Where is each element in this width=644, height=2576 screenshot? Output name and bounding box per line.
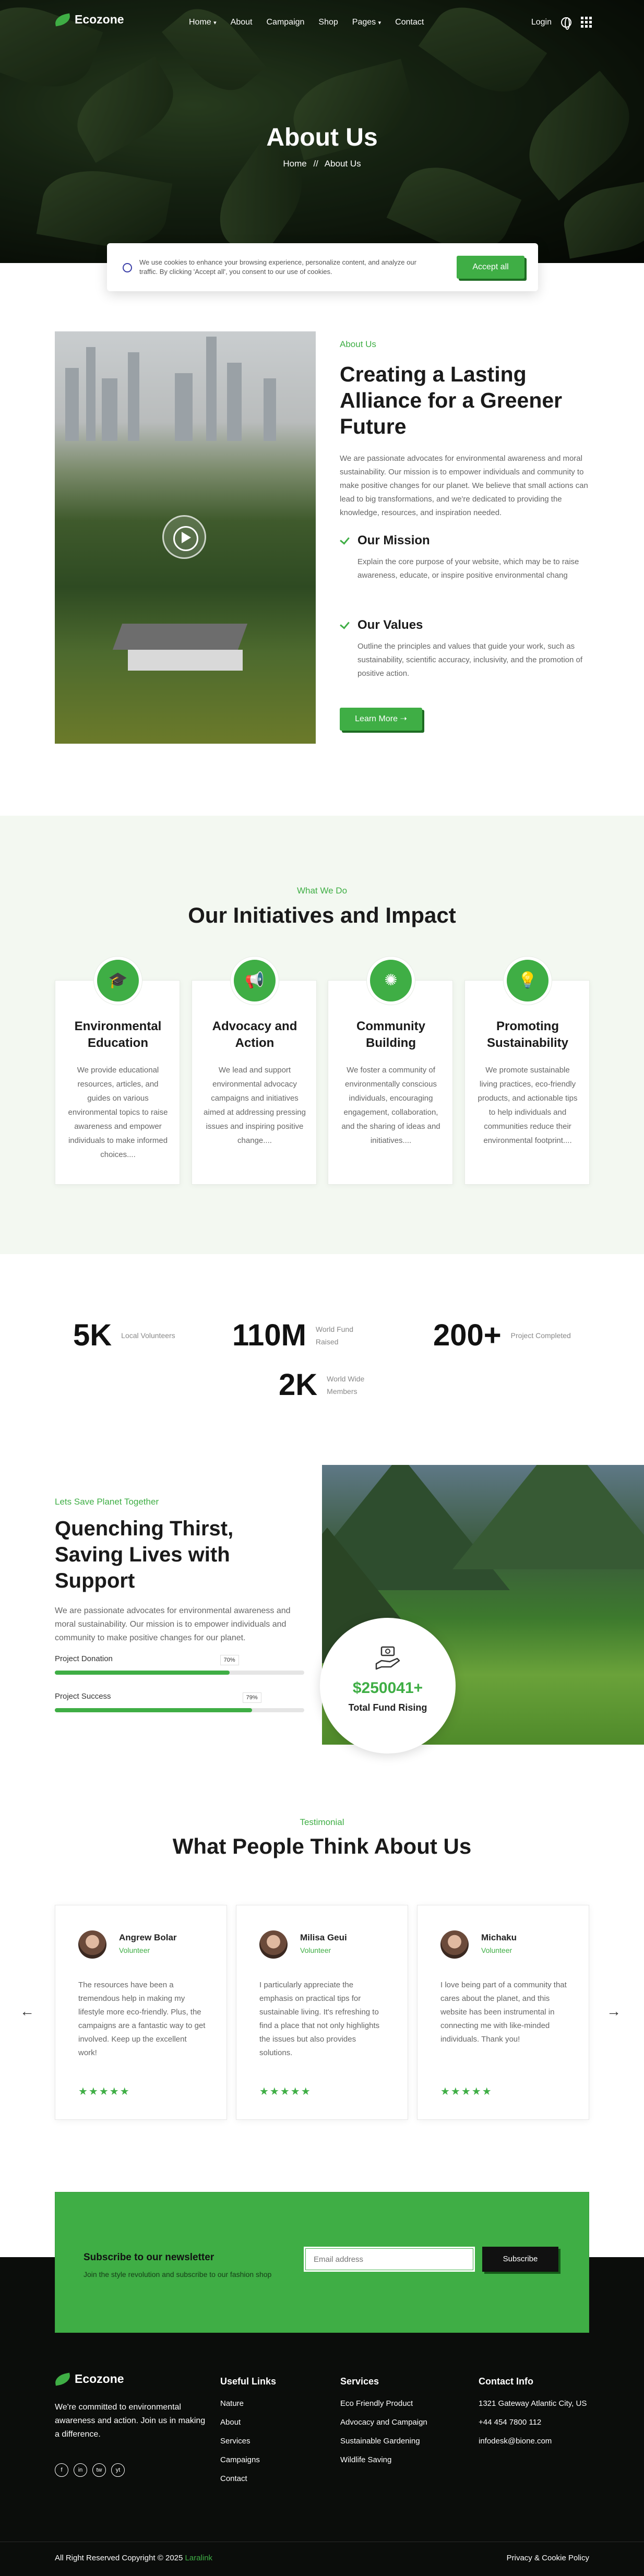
chevron-down-icon: ▾ (378, 20, 381, 26)
testimonial-card (55, 1905, 227, 2120)
nav-right (531, 17, 592, 28)
footer-phone[interactable]: +44 454 7800 112 (479, 2418, 542, 2427)
about-kicker: About Us (340, 339, 376, 349)
newsletter-title: Subscribe to our newsletter (84, 2252, 214, 2263)
testimonial-name: Angrew Bolar (119, 1933, 177, 1942)
card-text: We lead and support environmental advocacy campaigns and initiatives aimed at addressing pressing issues and inspiring positive change.... (204, 1066, 306, 1145)
progress-donation (55, 1654, 304, 1675)
nav-shop[interactable]: Shop (318, 18, 338, 27)
fund-content (55, 1497, 305, 1645)
network-icon: ✺ (367, 957, 415, 1005)
testimonial-role: Volunteer (300, 1946, 331, 1954)
arrow-right-icon: ➝ (400, 714, 407, 723)
footer-service-link[interactable]: Advocacy and Campaign (340, 2418, 427, 2427)
values-title: Our Values (357, 618, 423, 632)
copyright-brand-link[interactable]: Laralink (185, 2554, 213, 2562)
footer-link-nature[interactable]: Nature (220, 2399, 244, 2408)
mission-text: Explain the core purpose of your website, which may be to raise awareness, educate, or inspire positive environmental chang (357, 557, 579, 580)
youtube-icon[interactable]: yt (111, 2463, 125, 2477)
learn-more-button[interactable]: Learn More ➝ (340, 708, 422, 731)
footer-logo[interactable] (55, 2372, 211, 2386)
progress-fill (55, 1708, 252, 1712)
footer-link-contact[interactable]: Contact (220, 2474, 247, 2483)
breadcrumb-home[interactable]: Home (283, 159, 307, 169)
testimonial-name: Milisa Geui (300, 1933, 347, 1942)
stat-label: World Fund Raised (315, 1325, 353, 1346)
arrow-left-icon[interactable]: ← (20, 2003, 34, 2019)
grid-menu-icon[interactable] (581, 17, 592, 28)
fund-kicker: Lets Save Planet Together (55, 1497, 159, 1507)
globe-icon[interactable] (561, 17, 571, 28)
progress-label: Project Donation (55, 1654, 113, 1663)
nav-pages[interactable]: Pages ▾ (352, 18, 381, 27)
footer-useful-links (220, 2376, 276, 2492)
hero-section (0, 0, 644, 263)
initiative-card[interactable] (464, 972, 590, 1185)
avatar (440, 1930, 469, 1959)
testimonial-name: Michaku (481, 1933, 517, 1942)
eco-bulb-icon: 💡 (504, 957, 552, 1005)
footer-service-link[interactable]: Eco Friendly Product (340, 2399, 413, 2408)
footer-link-services[interactable]: Services (220, 2437, 251, 2446)
initiative-card[interactable] (328, 972, 453, 1185)
stat-members (279, 1367, 374, 1402)
megaphone-icon: 📢 (231, 957, 279, 1005)
stat-number: 110M (232, 1318, 306, 1352)
avatar (78, 1930, 106, 1959)
testimonial-text: The resources have been a tremendous help in making my lifestyle more eco-friendly. Plus, the campaigns are a fantastic way to get involved. Keep up the excellent work! (78, 1981, 206, 2057)
cookie-text: We use cookies to enhance your browsing experience, personalize content, and analyze our traffic. By clicking 'Accept all', you consent to our use of cookies. (139, 258, 416, 276)
values-text: Outline the principles and values that guide your work, such as sustainability, scientific accuracy, inclusivity, and the promotion of positive action. (357, 642, 583, 678)
progress-success (55, 1692, 304, 1712)
stat-volunteers (73, 1318, 175, 1353)
cookie-icon (123, 263, 132, 272)
stat-label: Project Completed (510, 1331, 571, 1340)
progress-percent: 79% (243, 1692, 261, 1703)
footer-service-link[interactable]: Wildlife Saving (340, 2455, 392, 2464)
footer-email[interactable]: infodesk@bione.com (479, 2437, 552, 2446)
footer-services (340, 2376, 427, 2474)
testimonial-card (236, 1905, 408, 2120)
testimonial-role: Volunteer (481, 1946, 512, 1954)
newsletter-subtitle: Join the style revolution and subscribe to our fashion shop (84, 2270, 272, 2279)
donation-hand-icon (374, 1645, 401, 1671)
arrow-right-icon[interactable]: → (606, 2003, 621, 2019)
chevron-down-icon: ▾ (213, 20, 217, 26)
check-icon (340, 620, 350, 627)
about-image (55, 331, 316, 744)
footer-col-title: Contact Info (479, 2376, 533, 2387)
footer-about (55, 2372, 211, 2477)
mission-item (340, 533, 590, 582)
avatar (259, 1930, 288, 1959)
nav-about[interactable]: About (230, 18, 253, 27)
login-link[interactable]: Login (531, 17, 552, 27)
mission-title: Our Mission (357, 533, 430, 547)
stat-number: 5K (73, 1318, 112, 1352)
footer-address: 1321 Gateway Atlantic City, US (479, 2399, 587, 2408)
card-text: We foster a community of environmentally conscious individuals, encouraging engagement, collaboration, and the sharing of ideas and initiatives.... (341, 1066, 440, 1145)
page-title: About Us (266, 124, 378, 151)
copyright: All Right Reserved Copyright © 2025 Laralink (55, 2554, 213, 2562)
footer-link-campaigns[interactable]: Campaigns (220, 2455, 260, 2464)
newsletter-box (55, 2192, 589, 2333)
nav-home[interactable]: Home ▾ (189, 18, 217, 27)
footer-col-title: Useful Links (220, 2376, 277, 2387)
initiative-card[interactable] (192, 972, 317, 1185)
graduation-cap-icon: 🎓 (94, 957, 142, 1005)
card-title: Environmental Education (74, 1019, 162, 1050)
privacy-policy-link[interactable]: Privacy & Cookie Policy (506, 2554, 589, 2562)
about-body: We are passionate advocates for environmental awareness and moral sustainability. Our mission is to empower individuals and community to make positive changes for our planet. We believe that small actions can lead to big transformations, and we're dedicated to providing the knowledge, resources, and inspiration needed. (340, 454, 588, 517)
fund-title: Quenching Thirst, Saving Lives with Support (55, 1517, 234, 1592)
stat-label: Local Volunteers (121, 1331, 175, 1340)
stat-number: 2K (279, 1368, 318, 1402)
top-nav (0, 0, 644, 47)
stat-number: 200+ (433, 1318, 502, 1352)
footer-link-about[interactable]: About (220, 2418, 241, 2427)
testimonial-card (417, 1905, 589, 2120)
footer-service-link[interactable]: Sustainable Gardening (340, 2437, 420, 2446)
breadcrumb-current: About Us (324, 159, 361, 169)
stat-fund (232, 1318, 363, 1353)
footer-contact (479, 2376, 591, 2455)
stat-projects (433, 1318, 571, 1353)
card-title: Advocacy and Action (212, 1019, 297, 1050)
card-title: Promoting Sustainability (486, 1019, 569, 1050)
testimonial-text: I love being part of a community that cares about the planet, and this website has been instrumental in connecting me with like-minded individuals. Thank you! (440, 1981, 567, 2044)
fund-badge (320, 1618, 456, 1754)
testimonial-kicker: Testimonial (300, 1817, 344, 1827)
star-rating-icon: ★★★★★ (259, 2086, 312, 2097)
play-video-icon[interactable] (162, 515, 206, 559)
star-rating-icon: ★★★★★ (440, 2086, 493, 2097)
subscribe-button[interactable]: Subscribe (482, 2247, 558, 2272)
breadcrumb-separator: // (313, 159, 318, 169)
progress-label: Project Success (55, 1692, 111, 1701)
accept-all-button[interactable]: Accept all (457, 256, 524, 279)
nav-contact[interactable]: Contact (395, 18, 424, 27)
card-text: We provide educational resources, articles, and guides on various environmental topics to raise awareness and empower individuals to make informed choices.... (68, 1066, 168, 1159)
testimonial-role: Volunteer (119, 1946, 150, 1954)
check-icon (340, 535, 350, 543)
logo[interactable] (55, 13, 124, 27)
logo-text: Ecozone (75, 2372, 124, 2386)
nav-campaign[interactable]: Campaign (266, 18, 305, 27)
breadcrumb (0, 159, 644, 169)
facebook-icon[interactable]: f (55, 2463, 68, 2477)
stat-label: World Wide Members (327, 1374, 365, 1396)
email-field[interactable] (304, 2247, 475, 2272)
progress-fill (55, 1671, 230, 1675)
social-links (55, 2463, 211, 2477)
testimonial-text: I particularly appreciate the emphasis on practical tips for sustainable living. It's refreshing to find a place that not only highlights the issues but also provides solutions. (259, 1981, 380, 2057)
initiatives-title: Our Initiatives and Impact (188, 903, 456, 927)
footer-about-text: We're committed to environmental awareness and action. Join us in making a difference. (55, 2403, 206, 2439)
nav-links (189, 18, 424, 27)
about-title: Creating a Lasting Alliance for a Greener Future (340, 362, 563, 438)
star-rating-icon: ★★★★★ (78, 2086, 130, 2097)
fund-body: We are passionate advocates for environmental awareness and moral sustainability. Our mission is to empower individuals and community to make positive changes for our planet. (55, 1606, 291, 1642)
progress-percent: 70% (220, 1655, 239, 1665)
card-title: Community Building (356, 1019, 425, 1050)
linkedin-icon[interactable]: in (74, 2463, 87, 2477)
cookie-banner (107, 243, 538, 291)
initiatives-kicker: What We Do (296, 886, 348, 896)
about-content (340, 339, 590, 520)
leaf-logo-icon (55, 2373, 73, 2386)
card-text: We promote sustainable living practices, eco-friendly products, and actionable tips to help individuals and communities reduce their environmental footprint.... (478, 1066, 578, 1145)
twitter-icon[interactable]: tw (92, 2463, 106, 2477)
testimonial-title: What People Think About Us (172, 1834, 472, 1858)
logo-text: Ecozone (75, 13, 124, 26)
leaf-logo-icon (55, 14, 73, 26)
fund-amount: $250041+ (352, 1679, 423, 1697)
initiative-card[interactable] (55, 972, 180, 1185)
values-item (340, 618, 590, 681)
fund-amount-label: Total Fund Rising (348, 1702, 427, 1713)
footer-col-title: Services (340, 2376, 379, 2387)
